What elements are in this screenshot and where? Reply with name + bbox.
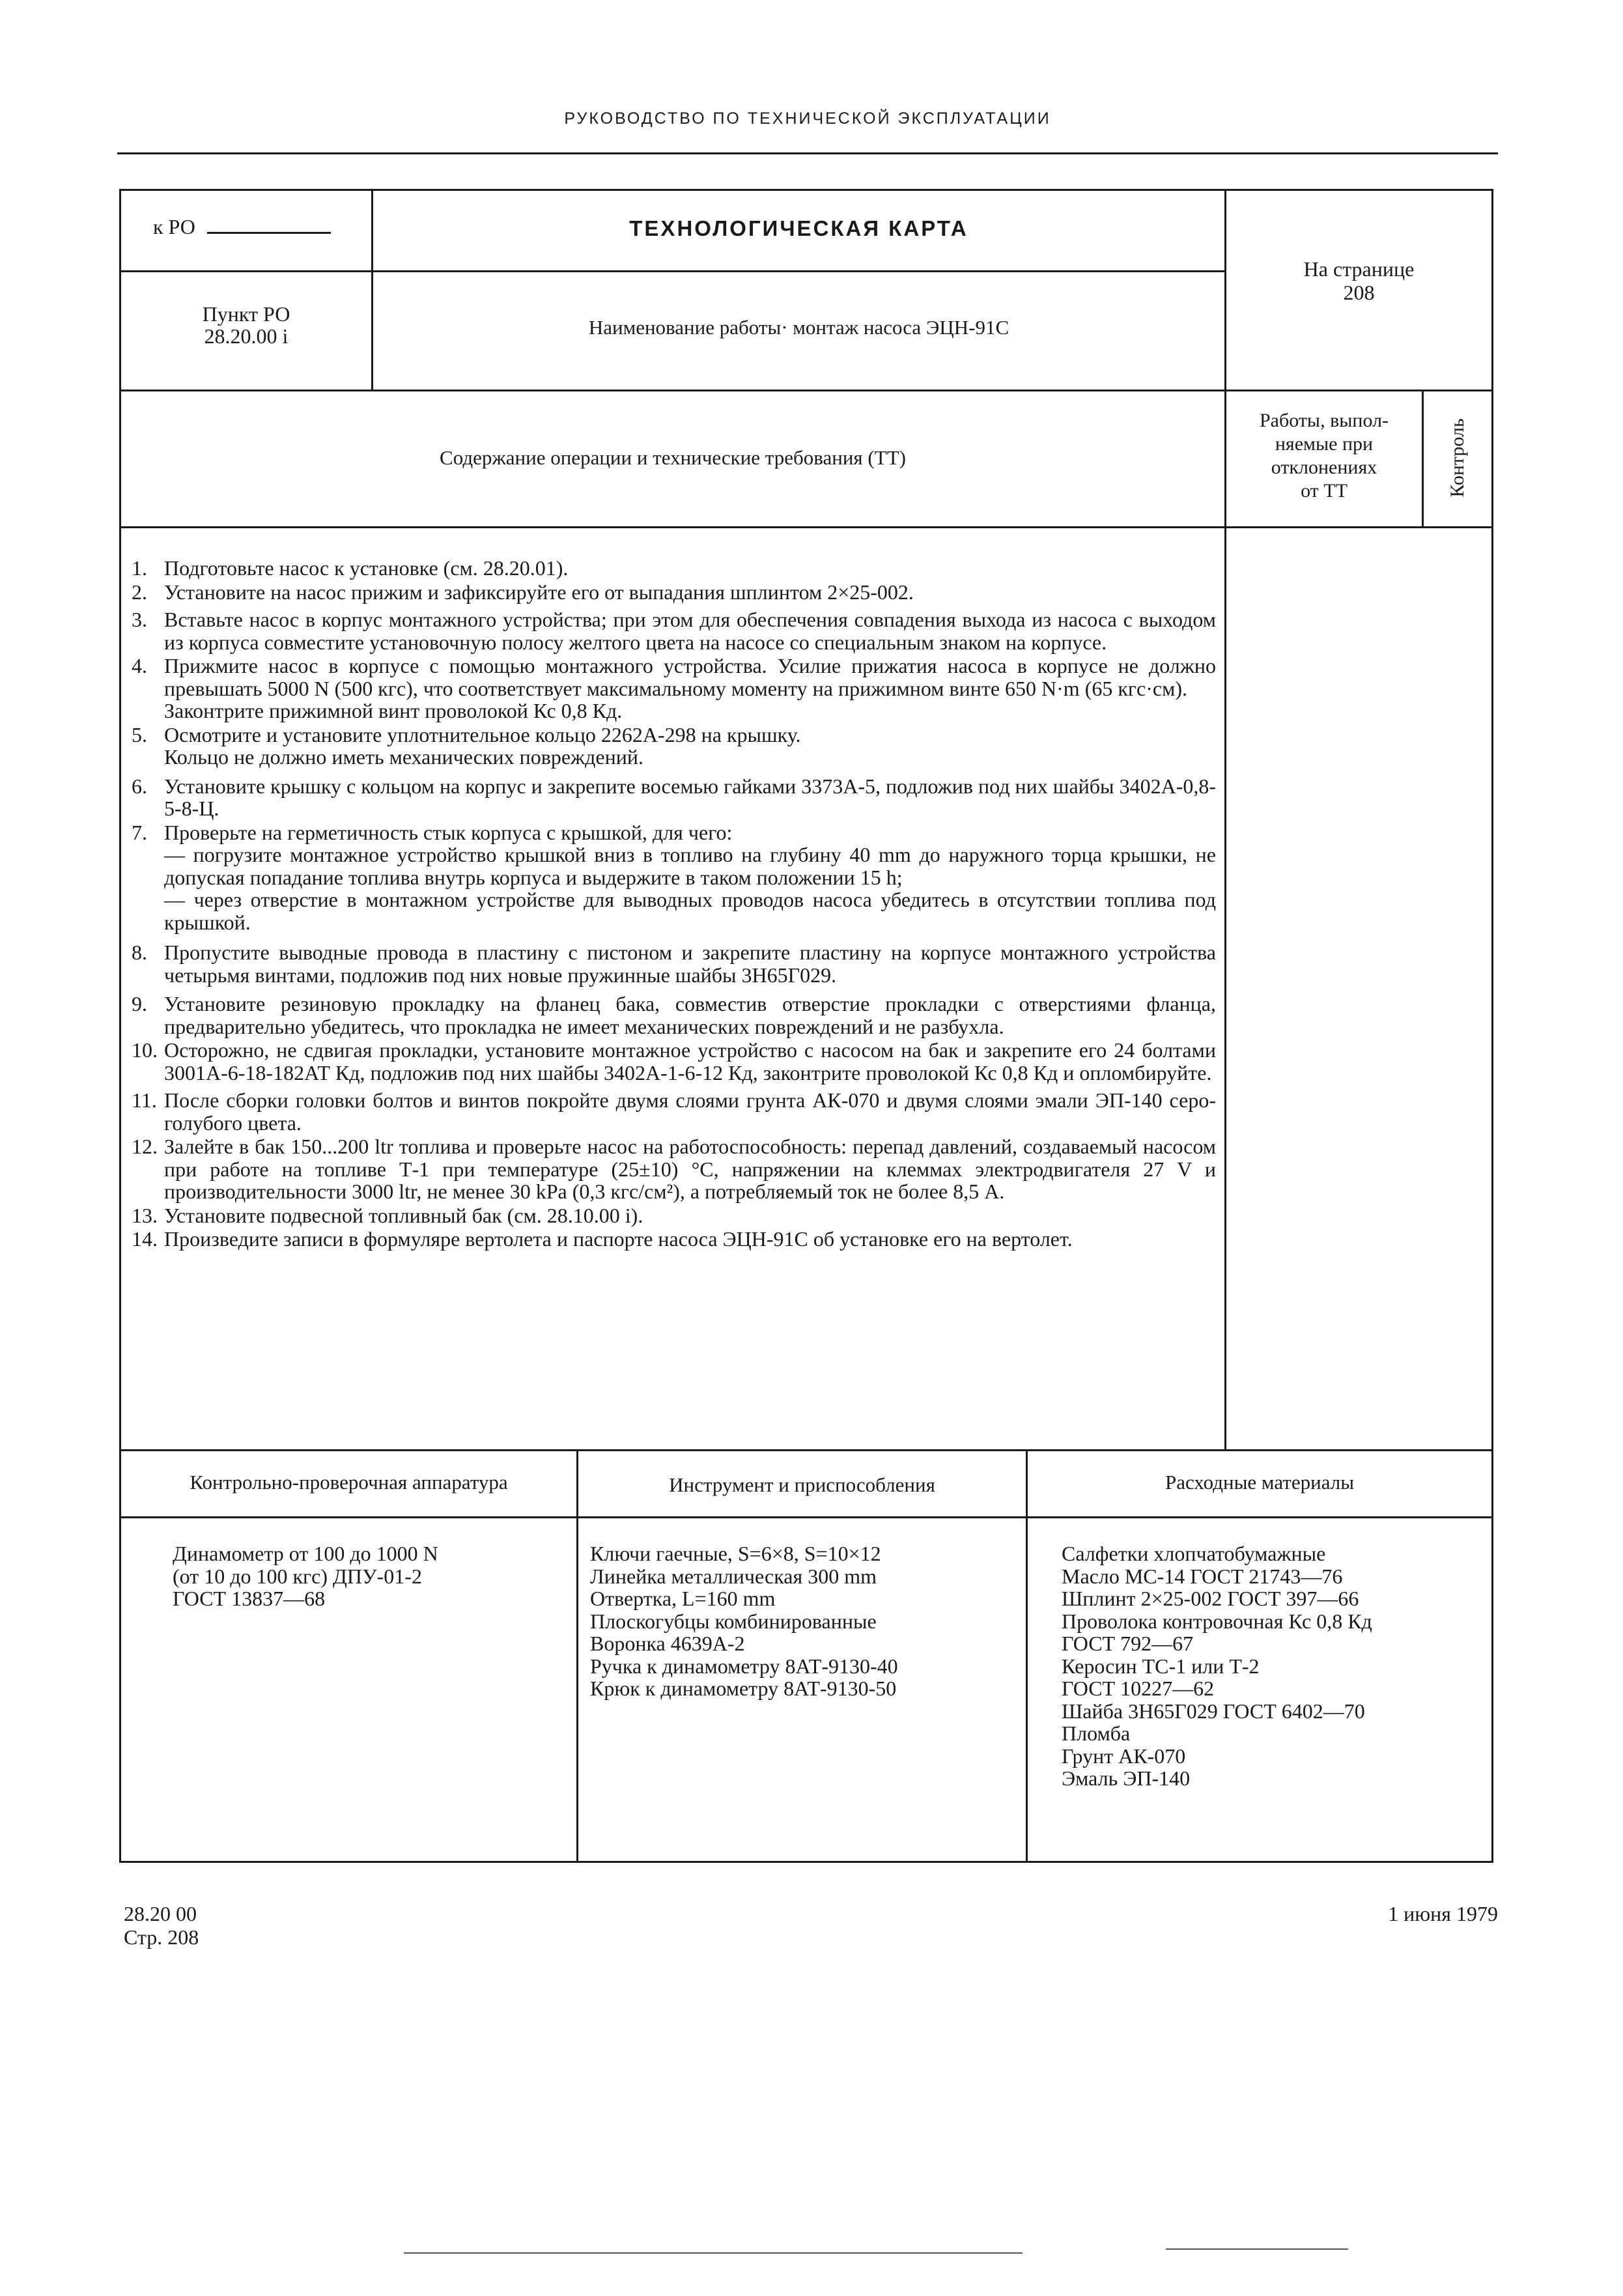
column-heading-control (1424, 390, 1491, 526)
scan-artifact-line (1166, 2248, 1348, 2250)
column-heading-content: Содержание операции и технические требования (ТТ) (440, 446, 906, 469)
card-title: ТЕХНОЛОГИЧЕСКАЯ КАРТА (629, 216, 968, 240)
list-item: Плоскогубцы комбинированные (590, 1609, 877, 1633)
punkt-label: Пункт РО (202, 302, 290, 326)
table-border-top (119, 189, 1493, 191)
operation-item: 3. Вставьте насос в корпус монтажного устройства; при этом для обеспечения совпадения выхода из насоса с выходом из корпуса совместите установочную полосу желтого цвета на насосе со специальным знаком на корпусе. (132, 608, 1216, 654)
table-border-bottom (119, 1861, 1493, 1863)
list-item: ГОСТ 792—67 (1062, 1632, 1194, 1655)
tools-list (590, 1542, 1007, 1700)
bottom-col-divider-2 (1026, 1449, 1028, 1863)
list-item: Шплинт 2×25-002 ГОСТ 397—66 (1062, 1587, 1359, 1610)
table-border-right (1491, 189, 1493, 1863)
running-header: РУКОВОДСТВО ПО ТЕХНИЧЕСКОЙ ЭКСПЛУАТАЦИИ (564, 109, 1051, 128)
page-number: 208 (1343, 281, 1375, 304)
bottom-block-header-rule (119, 1516, 1493, 1518)
operation-item: 5. Осмотрите и установите уплотнительное кольцо 2262А-298 на крышку. Кольцо не должно иметь механических повреждений. (132, 722, 801, 769)
operation-item: 11. После сборки головки болтов и винтов покройте двумя слоями грунта АК-070 и двумя слоями эмали ЭП-140 серо-голубого цвета. (132, 1088, 1216, 1135)
page-label: На странице (1303, 257, 1415, 281)
k-ro-blank (207, 232, 331, 234)
deviations-line-1: Работы, выпол- (1259, 410, 1389, 431)
deviation-col-divider (1224, 526, 1226, 1451)
header-bottom-rule (119, 390, 1493, 391)
materials-list (1062, 1542, 1485, 1790)
footer-date: 1 июня 1979 (1388, 1902, 1498, 1925)
heading-materials: Расходные материалы (1164, 1471, 1355, 1494)
header-mid-rule (119, 270, 1226, 272)
operation-item: 14. Произведите записи в формуляре вертолета и паспорте насоса ЭЦН-91С об установке его на вертолет. (132, 1227, 1073, 1251)
deviations-line-2: няемые при (1275, 433, 1374, 455)
list-item: Динамометр от 100 до 1000 N (173, 1542, 438, 1565)
control-label: Контроль (1447, 418, 1468, 498)
footer-section-code (124, 1902, 199, 1949)
operation-item: 1. Подготовьте насос к установке (см. 28.20.01). (132, 556, 569, 580)
column-heading-rule (119, 526, 1493, 528)
work-name: Наименование работы· монтаж насоса ЭЦН-91С (588, 316, 1009, 339)
bottom-col-divider-1 (576, 1449, 578, 1863)
operation-item: 6. Установите крышку с кольцом на корпус и закрепите восемью гайками 3373А-5, подложив под них шайбы 3402А-0,8-5-8-Ц. (132, 774, 1216, 820)
punkt-value: 28.20.00 i (204, 324, 289, 348)
list-item: Воронка 4639А-2 (590, 1632, 745, 1655)
punkt-box (121, 303, 371, 347)
list-item: Проволока контровочная Кс 0,8 Кд (1062, 1609, 1372, 1633)
list-item: (от 10 до 100 кгс) ДПУ-01-2 (173, 1564, 422, 1588)
list-item: Линейка металлическая 300 mm (590, 1564, 877, 1588)
operations-list (132, 557, 1216, 1251)
list-item: ГОСТ 13837—68 (173, 1587, 326, 1610)
list-item: Грунт АК-070 (1062, 1744, 1186, 1768)
deviations-line-3: отклонениях (1271, 457, 1377, 478)
list-item: Масло МС-14 ГОСТ 21743—76 (1062, 1564, 1343, 1588)
operation-item: 13. Установите подвесной топливный бак (см. 28.10.00 i). (132, 1203, 643, 1227)
operation-item: 10. Осторожно, не сдвигая прокладки, установите монтажное устройство с насосом на бак и закрепите его 24 болтами 3001А-6-18-182АТ Кд, подложив под них шайбы 3402А-1-6-12 Кд, законтрите проволокой Кс 0,8 Кд и опломбируйте. (132, 1038, 1216, 1084)
operation-item: 12. Залейте в бак 150...200 ltr топлива и проверьте насос на работоспособность: перепад давлений, создаваемый насосом при работе на топливе Т-1 при температуре (25±10) °С, напряжении на клеммах электродвигателя 27 V и производительности 3000 ltr, не менее 30 kPa (0,3 кгс/см²), а потребляемый ток не более 8,5 А. (132, 1135, 1216, 1203)
operation-item: 8. Пропустите выводные провода в пластину с пистоном и закрепите пластину на корпусе монтажного устройства четырьмя винтами, подложив под них новые пружинные шайбы 3Н65Г029. (132, 941, 1216, 987)
footer-code: 28.20 00 (124, 1902, 197, 1925)
list-item: Отвертка, L=160 mm (590, 1587, 776, 1610)
control-equipment-list (173, 1542, 557, 1610)
list-item: Шайба 3Н65Г029 ГОСТ 6402—70 (1062, 1699, 1365, 1723)
operation-item: 2. Установите на насос прижим и зафиксируйте его от выпадания шплинтом 2×25-002. (132, 580, 914, 604)
k-ro-field (153, 215, 331, 239)
list-item: Эмаль ЭП-140 (1062, 1766, 1191, 1790)
heading-control-equipment: Контрольно-проверочная аппаратура (190, 1471, 508, 1494)
operation-item: 7. Проверьте на герметичность стык корпуса с крышкой, для чего: — погрузите монтажное устройство крышкой вниз в топливо на глубину 40 mm до наружного торца крышки, не допуская попадание топлива внутрь корпуса и выдержите в таком положении 15 h; — через отверстие в монтажном устройстве для выводных проводов насоса убедитесь в отсутствии топлива под крышкой. (132, 820, 1216, 934)
header-rule (117, 152, 1498, 154)
footer-page: Стр. 208 (124, 1925, 199, 1949)
heading-tools: Инструмент и приспособления (669, 1473, 935, 1496)
bottom-block-top-rule (119, 1449, 1493, 1451)
k-ro-label: к РО (153, 215, 195, 238)
list-item: Салфетки хлопчатобумажные (1062, 1542, 1326, 1565)
list-item: Ручка к динамометру 8АТ-9130-40 (590, 1654, 898, 1678)
operation-item: 4. Прижмите насос в корпусе с помощью монтажного устройства. Усилие прижатия насоса в корпусе не должно превышать 5000 N (500 кгс), что соответствует максимальному моменту на прижимном винте 650 N·m (65 кгс·см). Законтрите прижимной винт проволокой Кс 0,8 Кд. (132, 654, 1216, 722)
scan-artifact-line (404, 2252, 1023, 2254)
table-border-left (119, 189, 121, 1863)
list-item: Крюк к динамометру 8АТ-9130-50 (590, 1677, 897, 1700)
list-item: ГОСТ 10227—62 (1062, 1677, 1215, 1700)
list-item: Ключи гаечные, S=6×8, S=10×12 (590, 1542, 881, 1565)
deviations-line-4: от ТТ (1301, 480, 1348, 502)
operation-item: 9. Установите резиновую прокладку на фланец бака, совместив отверстие прокладки с отверстиями фланца, предварительно убедитесь, что прокладка не имеет механических повреждений и не разбухла. (132, 992, 1216, 1038)
list-item: Пломба (1062, 1722, 1131, 1745)
list-item: Керосин ТС-1 или Т-2 (1062, 1654, 1260, 1678)
page-box (1226, 257, 1491, 304)
column-heading-deviations (1226, 409, 1422, 503)
